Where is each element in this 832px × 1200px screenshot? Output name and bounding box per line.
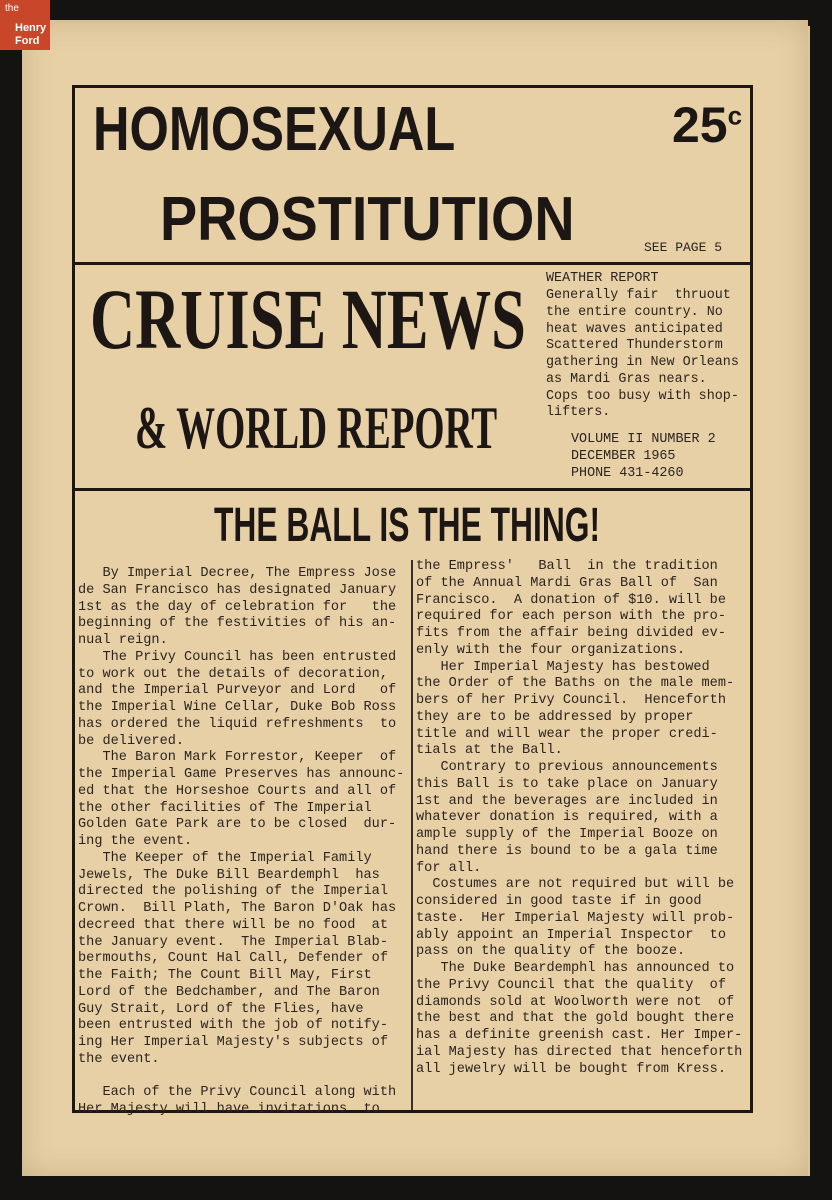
- newspaper-subtitle: & WORLD REPORT: [135, 395, 498, 461]
- logo-text: Ford: [15, 35, 40, 47]
- weather-report: [546, 288, 739, 422]
- text-line: Golden Gate Park are to be closed dur-: [78, 817, 397, 833]
- text-line: the other facilities of The Imperial: [78, 800, 372, 816]
- issue-phone: PHONE 431-4260: [571, 466, 684, 481]
- text-line: whatever donation is required, with a: [416, 810, 718, 826]
- text-line: taste. Her Imperial Majesty will prob-: [416, 910, 735, 926]
- text-line: the event.: [78, 1051, 160, 1067]
- text-line: Scattered Thunderstorm: [546, 338, 723, 354]
- text-line: been entrusted with the job of notify-: [78, 1018, 388, 1034]
- text-line: to work out the details of decoration,: [78, 666, 388, 682]
- text-line: ial Majesty has directed that henceforth: [416, 1044, 743, 1060]
- see-page-note: SEE PAGE 5: [644, 240, 723, 255]
- text-line: and the Imperial Purveyor and Lord of: [78, 683, 397, 699]
- text-line: Each of the Privy Council along with: [78, 1085, 397, 1101]
- text-line: Jewels, The Duke Bill Beardemphl has: [78, 867, 380, 883]
- text-line: The Duke Beardemphl has announced to: [416, 961, 735, 976]
- article-headline: THE BALL IS THE THING!: [214, 499, 601, 552]
- weather-heading: WEATHER REPORT: [546, 271, 659, 286]
- text-line: The Privy Council has been entrusted: [78, 649, 397, 665]
- text-line: the Empress' Ball in the tradition: [416, 559, 718, 574]
- text-line: ing the event.: [78, 834, 193, 849]
- text-line: the Privy Council that the quality of: [416, 977, 726, 993]
- text-line: Francisco. A donation of $10. will be: [416, 592, 726, 608]
- price-unit: c: [727, 100, 743, 131]
- logo-text: Henry: [15, 22, 47, 34]
- text-line: Lord of the Bedchamber, and The Baron: [78, 984, 380, 1000]
- headline-line2: PROSTITUTION: [160, 185, 575, 254]
- text-line: heat waves anticipated: [546, 321, 723, 337]
- text-line: Costumes are not required but will be: [416, 877, 735, 893]
- price-value: 25: [672, 97, 728, 153]
- text-line: decreed that there will be no food at: [78, 917, 388, 933]
- text-line: ample supply of the Imperial Booze on: [416, 827, 718, 842]
- text-line: beginning of the festivities of his an-: [78, 616, 397, 632]
- text-line: nual reign.: [78, 633, 168, 648]
- text-line: directed the polishing of the Imperial: [78, 884, 388, 900]
- text-line: required for each person with the pro-: [416, 609, 726, 625]
- headline-line1: HOMOSEXUAL: [93, 95, 456, 164]
- text-line: enly with the four organizations.: [416, 642, 686, 658]
- text-line: the entire country. No: [546, 304, 723, 320]
- article-right-column: [416, 559, 742, 1078]
- text-line: de San Francisco has designated January: [78, 582, 397, 598]
- text-line: this Ball is to take place on January: [416, 776, 718, 792]
- text-line: 1st as the day of celebration for the: [78, 599, 397, 615]
- text-line: pass on the quality of the booze.: [416, 944, 686, 960]
- text-line: be delivered.: [78, 733, 185, 749]
- text-line: title and will wear the proper credi-: [416, 726, 718, 742]
- column-divider: [411, 560, 413, 1110]
- text-line: has a definite greenish cast. Her Imper-: [416, 1028, 743, 1043]
- text-line: Cops too busy with shop-: [546, 388, 739, 404]
- price: [672, 98, 742, 153]
- text-line: has ordered the liquid refreshments to: [78, 716, 397, 732]
- text-line: diamonds sold at Woolworth were not of: [416, 994, 735, 1010]
- text-line: gathering in New Orleans: [546, 355, 739, 370]
- text-line: for all.: [416, 860, 482, 876]
- text-line: fits from the affair being divided ev-: [416, 626, 726, 641]
- text-line: Crown. Bill Plath, The Baron D'Oak has: [78, 901, 397, 916]
- text-line: lifters.: [546, 405, 611, 421]
- text-line: 1st and the beverages are included in: [416, 793, 718, 809]
- text-line: the Faith; The Count Bill May, First: [78, 968, 372, 983]
- issue-date: DECEMBER 1965: [571, 449, 676, 464]
- text-line: as Mardi Gras nears.: [546, 371, 707, 387]
- text-line: Generally fair thruout: [546, 288, 731, 303]
- text-line: Contrary to previous announcements: [416, 760, 718, 775]
- text-line: all jewelry will be bought from Kress.: [416, 1061, 726, 1077]
- text-line: The Baron Mark Forrestor, Keeper of: [78, 750, 397, 766]
- text-line: the January event. The Imperial Blab-: [78, 934, 388, 950]
- text-line: Her Imperial Majesty has bestowed: [416, 659, 710, 675]
- issue-volume: VOLUME II NUMBER 2: [571, 432, 716, 447]
- text-line: tials at the Ball.: [416, 743, 563, 759]
- text-line: bermouths, Count Hal Call, Defender of: [78, 951, 388, 967]
- text-line: they are to be addressed by proper: [416, 709, 694, 725]
- text-line: the best and that the gold bought there: [416, 1011, 735, 1027]
- text-line: the Order of the Baths on the male mem-: [416, 676, 735, 692]
- text-line: bers of her Privy Council. Henceforth: [416, 693, 726, 708]
- text-line: the Imperial Wine Cellar, Duke Bob Ross: [78, 700, 397, 715]
- text-line: hand there is bound to be a gala time: [416, 843, 718, 859]
- logo-text: the: [5, 3, 19, 14]
- text-line: [78, 1069, 404, 1086]
- text-line: ed that the Horseshoe Courts and all of: [78, 783, 397, 799]
- newspaper-title: CRUISE NEWS: [90, 271, 526, 367]
- article-left-column: [78, 566, 404, 1119]
- text-line: Her Majesty will have invitations to: [78, 1102, 380, 1117]
- text-line: the Imperial Game Preserves has announc-: [78, 767, 405, 782]
- henry-ford-logo: [0, 0, 50, 50]
- text-line: considered in good taste if in good: [416, 894, 702, 909]
- text-line: The Keeper of the Imperial Family: [78, 850, 372, 866]
- text-line: ably appoint an Imperial Inspector to: [416, 927, 726, 943]
- text-line: Guy Strait, Lord of the Flies, have: [78, 1001, 364, 1017]
- text-line: By Imperial Decree, The Empress Jose: [78, 566, 397, 581]
- text-line: ing Her Imperial Majesty's subjects of: [78, 1035, 388, 1050]
- text-line: of the Annual Mardi Gras Ball of San: [416, 575, 718, 591]
